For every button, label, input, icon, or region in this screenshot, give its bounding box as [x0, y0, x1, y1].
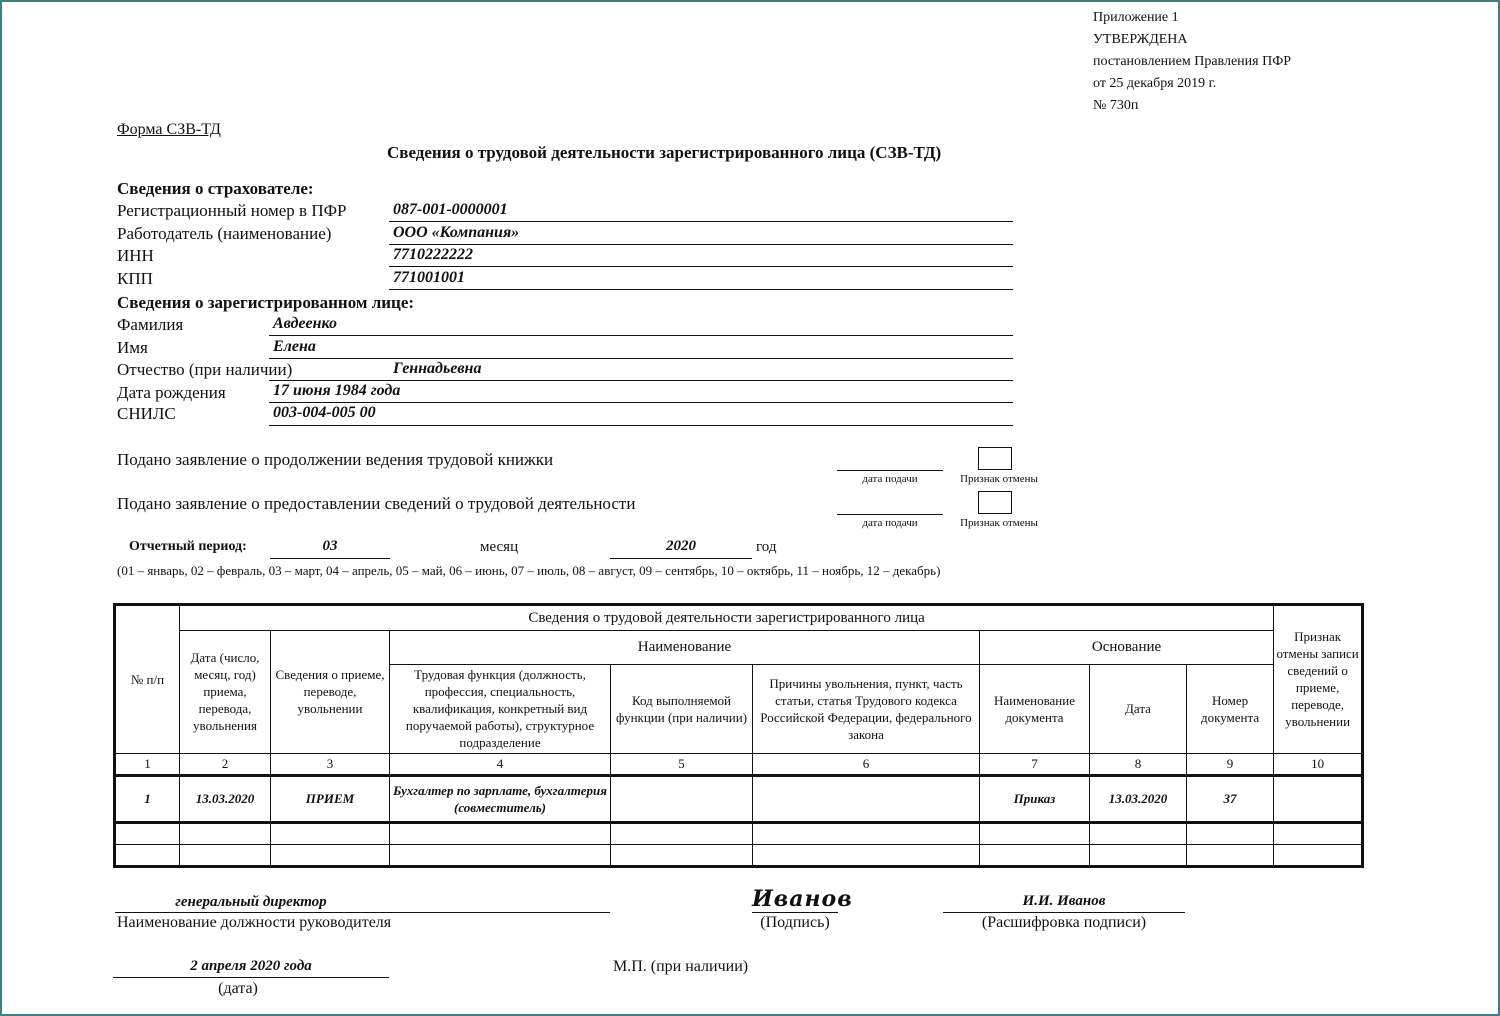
provide-cancel-caption: Признак отмены [960, 517, 1038, 529]
surname-label: Фамилия [117, 315, 184, 334]
provide-info-text: Подано заявление о предоставлении сведений о трудовой деятельности [117, 494, 636, 513]
provide-date-line [837, 514, 943, 515]
birth-label: Дата рождения [117, 383, 226, 402]
inn-label: ИНН [117, 246, 154, 265]
function-col-header: Трудовая функция (должность, профессия, специальность, квалификация, конкретный вид поручаемой работы), структурное подразделение [390, 665, 611, 753]
sign-date-line [113, 977, 389, 978]
reg-number-line [389, 221, 1013, 222]
naming-group-header: Наименование [390, 631, 980, 665]
row-function-cell: Бухгалтер по зарплате, бухгалтерия (совместитель) [390, 775, 611, 822]
position-value: генеральный директор [175, 894, 327, 910]
sign-date-value: 2 апреля 2020 года [190, 958, 312, 974]
appendix-line-4: от 25 декабря 2019 г. [1093, 76, 1217, 91]
doc-num-col-header: Номер документа [1187, 665, 1274, 753]
col-number: 8 [1090, 753, 1187, 775]
appendix-line-5: № 730п [1093, 98, 1139, 113]
col-number: 4 [390, 753, 611, 775]
row-doc-name-cell: Приказ [980, 775, 1090, 822]
name-value: Елена [273, 338, 316, 355]
period-month-word: месяц [480, 539, 519, 555]
row-doc-num-cell: 37 [1187, 775, 1274, 822]
signature-image: Иванов [752, 886, 853, 912]
birth-line [269, 402, 1013, 403]
signature-caption: (Подпись) [760, 914, 830, 931]
appendix-line-1: Приложение 1 [1093, 10, 1179, 25]
row-cancel-cell [1274, 775, 1363, 822]
main-group-header: Сведения о трудовой деятельности зарегистрированного лица [180, 605, 1274, 631]
form-code: Форма СЗВ-ТД [117, 121, 221, 138]
work-history-table [113, 603, 1364, 868]
inn-value: 7710222222 [393, 246, 473, 263]
appendix-line-3: постановлением Правления ПФР [1093, 54, 1292, 69]
kpp-label: КПП [117, 269, 153, 288]
table-row [115, 775, 1363, 822]
col-number: 2 [180, 753, 271, 775]
kpp-line [389, 289, 1013, 290]
reasons-col-header: Причины увольнения, пункт, часть статьи, статья Трудового кодекса Российской Федерации, федерального закона [753, 665, 980, 753]
period-month-line [270, 558, 390, 559]
patronymic-label: Отчество (при наличии) [117, 360, 293, 379]
decode-line [943, 912, 1185, 913]
period-year-word: год [756, 539, 777, 555]
provide-date-caption: дата подачи [862, 517, 918, 529]
period-month-value: 03 [322, 538, 338, 554]
continue-date-caption: дата подачи [862, 473, 918, 485]
col-number: 5 [611, 753, 753, 775]
patronymic-value: Геннадьевна [393, 360, 482, 377]
code-col-header: Код выполняемой функции (при наличии) [611, 665, 753, 753]
insurer-heading: Сведения о страхователе: [117, 179, 314, 198]
continue-cancel-box[interactable] [978, 447, 1012, 470]
period-year-value: 2020 [666, 538, 696, 554]
table-row-empty [115, 822, 1363, 844]
name-line [269, 358, 1013, 359]
position-caption: Наименование должности руководителя [117, 914, 392, 931]
doc-name-col-header: Наименование документа [980, 665, 1090, 753]
continue-date-line [837, 470, 943, 471]
signature-line [752, 912, 838, 913]
stamp-label: М.П. (при наличии) [613, 958, 749, 975]
table-row-empty [115, 844, 1363, 866]
page-title: Сведения о трудовой деятельности зарегистрированного лица (СЗВ-ТД) [387, 143, 942, 162]
surname-line [269, 335, 1013, 336]
row-date-cell: 13.03.2020 [180, 775, 271, 822]
employer-line [389, 244, 1013, 245]
date-col-header: Дата (число, месяц, год) приема, перевода, увольнения [180, 631, 271, 753]
patronymic-line [269, 380, 1013, 381]
reg-number-value: 087-001-0000001 [393, 201, 508, 218]
col-number: 9 [1187, 753, 1274, 775]
col-number: 10 [1274, 753, 1363, 775]
col-number: 1 [115, 753, 180, 775]
position-line [115, 912, 610, 913]
info-col-header: Сведения о приеме, переводе, увольнении [271, 631, 390, 753]
name-label: Имя [117, 338, 148, 357]
period-year-line [610, 558, 752, 559]
row-reasons-cell [753, 775, 980, 822]
cancel-col-header: Признак отмены записи сведений о приеме, переводе, увольнении [1274, 605, 1363, 754]
col-number: 3 [271, 753, 390, 775]
period-label: Отчетный период: [129, 539, 247, 554]
birth-value: 17 июня 1984 года [273, 382, 401, 399]
row-num-cell: 1 [115, 775, 180, 822]
doc-date-col-header: Дата [1090, 665, 1187, 753]
basis-group-header: Основание [980, 631, 1274, 665]
period-legend: (01 – январь, 02 – февраль, 03 – март, 04 – апрель, 05 – май, 06 – июнь, 07 – июль, 08 – август, 09 – сентябрь, 10 – октябрь, 11 – ноябрь, 12 – декабрь) [117, 563, 941, 578]
reg-number-label: Регистрационный номер в ПФР [117, 201, 347, 220]
row-info-cell: ПРИЕМ [271, 775, 390, 822]
continue-workbook-text: Подано заявление о продолжении ведения трудовой книжки [117, 450, 554, 469]
employer-label: Работодатель (наименование) [117, 224, 332, 243]
kpp-value: 771001001 [393, 269, 465, 286]
sign-date-caption: (дата) [218, 980, 258, 997]
person-heading: Сведения о зарегистрированном лице: [117, 293, 415, 312]
employer-value: ООО «Компания» [393, 224, 520, 241]
column-number-row [115, 753, 1363, 775]
row-code-cell [611, 775, 753, 822]
col-number: 6 [753, 753, 980, 775]
inn-line [389, 266, 1013, 267]
snils-label: СНИЛС [117, 404, 176, 423]
snils-value: 003-004-005 00 [273, 404, 376, 421]
row-doc-date-cell: 13.03.2020 [1090, 775, 1187, 822]
appendix-line-2: УТВЕРЖДЕНА [1093, 32, 1188, 47]
col-number: 7 [980, 753, 1090, 775]
continue-cancel-caption: Признак отмены [960, 473, 1038, 485]
provide-cancel-box[interactable] [978, 491, 1012, 514]
decode-value: И.И. Иванов [1022, 893, 1106, 909]
decode-caption: (Расшифровка подписи) [981, 914, 1147, 931]
col-num-header: № п/п [115, 605, 180, 754]
surname-value: Авдеенко [273, 315, 338, 332]
snils-line [269, 425, 1013, 426]
